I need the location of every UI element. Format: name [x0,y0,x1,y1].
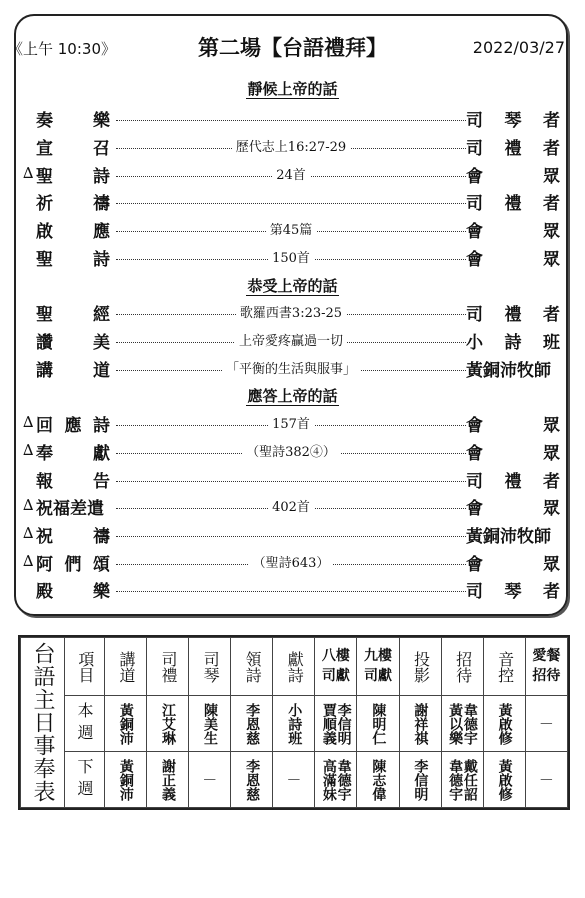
service-item-row [0,243,585,269]
roster-cell: 李信明 [399,752,441,808]
service-item-label: 聖 詩 [36,167,110,187]
roster-cell: 陳志偉 [357,752,399,808]
congregation-stand-mark: ∆ [23,441,34,459]
roster-header-cell: 八樓司獻 [315,638,357,696]
section-heading: 恭受上帝的話 [247,277,338,295]
dotted-leader [116,591,466,592]
service-item-row [0,215,585,241]
service-time: 《上午 10:30》 [8,40,116,58]
roster-cell: 陳明仁 [357,696,399,752]
service-item-leader: 司 禮 者 [466,139,560,159]
roster-cell: 小詩班 [273,696,315,752]
service-item-leader: 會 眾 [466,444,560,464]
roster-header-cell: 獻詩 [273,638,315,696]
section-heading: 靜候上帝的話 [247,80,338,98]
service-item-label: 回 應 詩 [36,416,110,436]
service-item-row [0,326,585,352]
roster-header-cell: 投影 [399,638,441,696]
service-item-detail: 24首 [116,164,466,183]
congregation-stand-mark: ∆ [23,164,34,182]
service-item-leader: 會 眾 [466,250,560,270]
congregation-stand-mark: ∆ [23,413,34,431]
roster-cell: － [525,696,567,752]
roster-title-cell [21,638,65,808]
roster-cell: 謝正義 [147,752,189,808]
service-item-label: 啟 應 [36,222,110,242]
roster-header-cell: 招待 [441,638,483,696]
service-item-label: 讚 美 [36,333,110,353]
program-header [0,32,585,62]
service-item-leader: 司 禮 者 [466,305,560,325]
service-item-detail: 第45篇 [116,219,466,238]
roster-cell: 黃啟修 [483,752,525,808]
service-item-row [0,104,585,130]
roster-cell: 李信明 賈順義 [315,696,357,752]
roster-header-cell: 司禮 [147,638,189,696]
roster-cell: 陳美生 [189,696,231,752]
service-item-leader: 黃銅沛牧師 [466,527,551,547]
service-item-label: 奏 樂 [36,111,110,131]
service-item-row [0,298,585,324]
service-date: 2022/03/27 [472,38,565,57]
service-item-detail: （聖詩382④） [116,441,466,460]
section-heading: 應答上帝的話 [247,387,338,405]
service-item-leader: 會 眾 [466,416,560,436]
roster-row-next-week [21,752,568,808]
service-item-label: 殿 樂 [36,582,110,602]
service-item-label: 祝 禱 [36,527,110,547]
roster-cell: 韋德宇 高滿妹 [315,752,357,808]
service-item-detail: 上帝愛疼贏過一切 [116,330,466,349]
service-item-row [0,548,585,574]
roster-cell: 韋德宇 黃以樂 [441,696,483,752]
dotted-leader [116,203,466,204]
roster-header-cell: 司琴 [189,638,231,696]
roster-title: 台語主日事奉表 [30,642,55,803]
service-item-detail: 歌羅西書3:23-25 [116,302,466,321]
service-item-row [0,492,585,518]
dotted-leader [116,481,466,482]
service-item-leader: 會 眾 [466,222,560,242]
roster-header-cell: 講道 [105,638,147,696]
service-item-label: 聖 經 [36,305,110,325]
service-roster-table [18,635,570,810]
service-item-detail: 歷代志上16:27-29 [116,136,466,155]
service-item-label: 報 告 [36,472,110,492]
roster-cell: － [189,752,231,808]
roster-cell: － [273,752,315,808]
service-item-leader: 會 眾 [466,499,560,519]
roster-header-cell: 九樓司獻 [357,638,399,696]
congregation-stand-mark: ∆ [23,496,34,514]
service-item-row [0,160,585,186]
roster-cell: 李恩慈 [231,696,273,752]
roster-cell: 黃銅沛 [105,752,147,808]
service-item-label: 祝福差遣 [36,499,104,519]
congregation-stand-mark: ∆ [23,524,34,542]
roster-header-cell: 愛餐招待 [525,638,567,696]
roster-cell: 黃銅沛 [105,696,147,752]
service-item-label: 祈 禱 [36,194,110,214]
row-label-cell: 下週 [65,752,105,808]
service-item-row [0,575,585,601]
service-item-detail: （聖詩643） [116,552,466,571]
roster-cell: 謝祥祺 [399,696,441,752]
service-item-row [0,354,585,380]
service-item-leader: 司 琴 者 [466,111,560,131]
row-label-cell: 本週 [65,696,105,752]
service-item-label: 聖 詩 [36,250,110,270]
service-item-row [0,409,585,435]
service-item-detail: 402首 [116,496,466,515]
roster-cell: 戴任詔 韋德宇 [441,752,483,808]
service-item-leader: 司 禮 者 [466,194,560,214]
roster-row-this-week [21,696,568,752]
service-item-leader: 小 詩 班 [466,333,560,353]
service-item-row [0,187,585,213]
roster-header-cell: 項目 [65,638,105,696]
roster-cell: 江艾琳 [147,696,189,752]
service-item-leader: 黃銅沛牧師 [466,361,551,381]
service-item-leader: 司 禮 者 [466,472,560,492]
service-item-row [0,132,585,158]
service-item-leader: 會 眾 [466,167,560,187]
dotted-leader [116,536,466,537]
roster-header-cell: 領詩 [231,638,273,696]
service-item-detail: 157首 [116,413,466,432]
service-item-detail: 150首 [116,247,466,266]
service-item-row [0,520,585,546]
service-item-label: 阿 們 頌 [36,555,110,575]
congregation-stand-mark: ∆ [23,552,34,570]
service-item-label: 宣 召 [36,139,110,159]
service-item-detail: 「平衡的生活與服事」 [116,358,466,377]
service-item-leader: 會 眾 [466,555,560,575]
service-item-label: 奉 獻 [36,444,110,464]
roster-cell: － [525,752,567,808]
roster-cell: 黃啟修 [483,696,525,752]
service-title: 第二場【台語禮拜】 [198,36,387,60]
service-item-leader: 司 琴 者 [466,582,560,602]
roster-cell: 李恩慈 [231,752,273,808]
service-item-row [0,465,585,491]
service-item-row [0,437,585,463]
dotted-leader [116,120,466,121]
service-item-label: 講 道 [36,361,110,381]
roster-header-cell: 音控 [483,638,525,696]
